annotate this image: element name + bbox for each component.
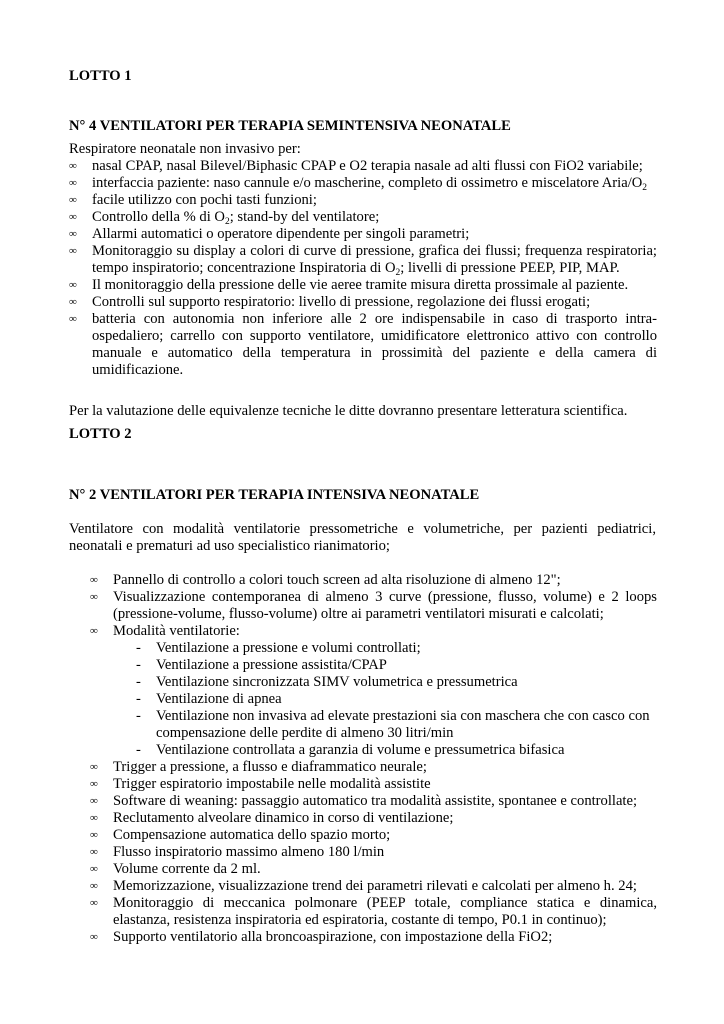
list-item: ∞ Trigger espiratorio impostabile nelle modalità assistite [90, 776, 431, 792]
infinity-bullet-icon: ∞ [69, 279, 77, 291]
list-item: ∞ Controllo della % di $O_2$; stand-by del ventilatore; [69, 209, 380, 227]
list-item: ∞ interfaccia paziente: naso cannule e/o mascherine, completo di ossimetro e miscelatore Aria/$O_2$ [69, 175, 648, 193]
infinity-bullet-icon: ∞ [90, 829, 98, 841]
infinity-bullet-icon: ∞ [90, 863, 98, 875]
lotto2-title: N° 2 VENTILATORI PER TERAPIA INTENSIVA NEONATALE [69, 487, 480, 503]
infinity-bullet-icon: ∞ [69, 313, 77, 325]
list-item: ∞ Visualizzazione contemporanea di almeno 3 curve (pressione, flusso, volume) e 2 loops (pressione-volume, flusso-volume) oltre ai parametri ventilatori misurati e calcolati; [90, 589, 657, 622]
infinity-bullet-icon: ∞ [69, 211, 77, 223]
list-item: ∞ Volume corrente da 2 ml. [90, 861, 261, 877]
infinity-bullet-icon: ∞ [69, 177, 77, 189]
list-item: ∞ nasal CPAP, nasal Bilevel/Biphasic CPAP e O2 terapia nasale ad alti flussi con FiO2 variabile; [69, 158, 643, 174]
list-item: ∞ Compensazione automatica dello spazio morto; [90, 827, 391, 843]
lotto1-list [69, 158, 657, 379]
lotto2-list [90, 572, 657, 946]
list-item: ∞ Allarmi automatici o operatore dipendente per singoli parametri; [69, 226, 470, 242]
infinity-bullet-icon: ∞ [69, 160, 77, 172]
infinity-bullet-icon: ∞ [90, 761, 98, 773]
lotto2-heading: LOTTO 2 [69, 426, 132, 442]
infinity-bullet-icon: ∞ [69, 296, 77, 308]
mode-item: - Ventilazione sincronizzata SIMV volumetrica e pressumetrica [136, 674, 518, 690]
infinity-bullet-icon: ∞ [69, 194, 77, 206]
infinity-bullet-icon: ∞ [90, 778, 98, 790]
lotto1-title: N° 4 VENTILATORI PER TERAPIA SEMINTENSIVA NEONATALE [69, 118, 511, 134]
infinity-bullet-icon: ∞ [69, 245, 77, 257]
mode-item: - Ventilazione a pressione assistita/CPAP [136, 657, 387, 673]
list-item: ∞ Modalità ventilatorie: - Ventilazione a pressione e volumi controllati; - Ventilazione a pressione assistita/CPAP - Ventilazione sincronizzata SIMV volumetrica e pressumetrica - Ventilazione di apnea - Ventilazione non invasiva ad elevate prestazioni sia con maschera che con casco con compensazione delle perdite di almeno 30 litri/min - Ventilazione controllata a garanzia di volume e pressumetrica bifasica [113, 623, 657, 759]
lotto1-note: Per la valutazione delle equivalenze tecniche le ditte dovranno presentare letteratura scientifica. [69, 403, 628, 419]
list-item: ∞ Monitoraggio su display a colori di curve di pressione, grafica dei flussi; frequenza respiratoria; tempo inspiratorio; concentrazione Inspiratoria di $O_2$; livelli di pressione PEEP, PIP, MAP. [69, 243, 657, 278]
list-item: ∞ Memorizzazione, visualizzazione trend dei parametri rilevati e calcolati per almeno h. 24; [90, 878, 637, 894]
list-item: ∞ Pannello di controllo a colori touch screen ad alta risoluzione di almeno 12"; [90, 572, 561, 588]
mode-item: - Ventilazione controllata a garanzia di volume e pressumetrica bifasica [136, 742, 565, 758]
infinity-bullet-icon: ∞ [90, 574, 98, 586]
mode-item: - Ventilazione di apnea [136, 691, 282, 707]
list-item: ∞ Supporto ventilatorio alla broncoaspirazione, con impostazione della FiO2; [90, 929, 553, 945]
list-item: ∞ Monitoraggio di meccanica polmonare (PEEP totale, compliance statica e dinamica, elastanza, resistenza inspiratoria ed espiratoria, costante di tempo, P0.1 in continuo); [90, 895, 657, 928]
list-item: ∞ facile utilizzo con pochi tasti funzioni; [69, 192, 317, 208]
infinity-bullet-icon: ∞ [69, 228, 77, 240]
list-item: ∞ Trigger a pressione, a flusso e diaframmatico neurale; [90, 759, 427, 775]
list-item: ∞ Il monitoraggio della pressione delle vie aeree tramite misura diretta prossimale al paziente. [69, 277, 629, 293]
infinity-bullet-icon: ∞ [90, 795, 98, 807]
list-item: ∞ Flusso inspiratorio massimo almeno 180 l/min [90, 844, 385, 860]
list-item: ∞ batteria con autonomia non inferiore alle 2 ore indispensabile in caso di trasporto intra- ospedaliero; carrello con supporto ventilatore, umidificatore elettronico attivo con controllo manuale e automatico della temperatura in prossimità del paziente e della camera di umidificazione. [69, 311, 657, 378]
lotto1-heading: LOTTO 1 [69, 68, 132, 84]
lotto1-intro: Respiratore neonatale non invasivo per: [69, 141, 301, 157]
mode-item: - Ventilazione non invasiva ad elevate prestazioni sia con maschera che con casco con compensazione delle perdite di almeno 30 litri/min [136, 708, 650, 741]
mode-item: - Ventilazione a pressione e volumi controllati; [136, 640, 421, 656]
infinity-bullet-icon: ∞ [90, 931, 98, 943]
infinity-bullet-icon: ∞ [90, 846, 98, 858]
lotto2-intro: Ventilatore con modalità ventilatorie pressometriche e volumetriche, per pazienti pediatrici, neonatali e prematuri ad uso specialistico rianimatorio; [69, 521, 656, 554]
infinity-bullet-icon: ∞ [90, 812, 98, 824]
list-item: ∞ Reclutamento alveolare dinamico in corso di ventilazione; [90, 810, 454, 826]
list-item: ∞ Controlli sul supporto respiratorio: livello di pressione, regolazione dei flussi erogati; [69, 294, 591, 310]
infinity-bullet-icon: ∞ [90, 625, 98, 637]
infinity-bullet-icon: ∞ [90, 591, 98, 603]
infinity-bullet-icon: ∞ [90, 880, 98, 892]
infinity-bullet-icon: ∞ [90, 897, 98, 909]
list-item: ∞ Software di weaning: passaggio automatico tra modalità assistite, spontanee e controllate; [90, 793, 638, 809]
modes-list [136, 640, 657, 759]
